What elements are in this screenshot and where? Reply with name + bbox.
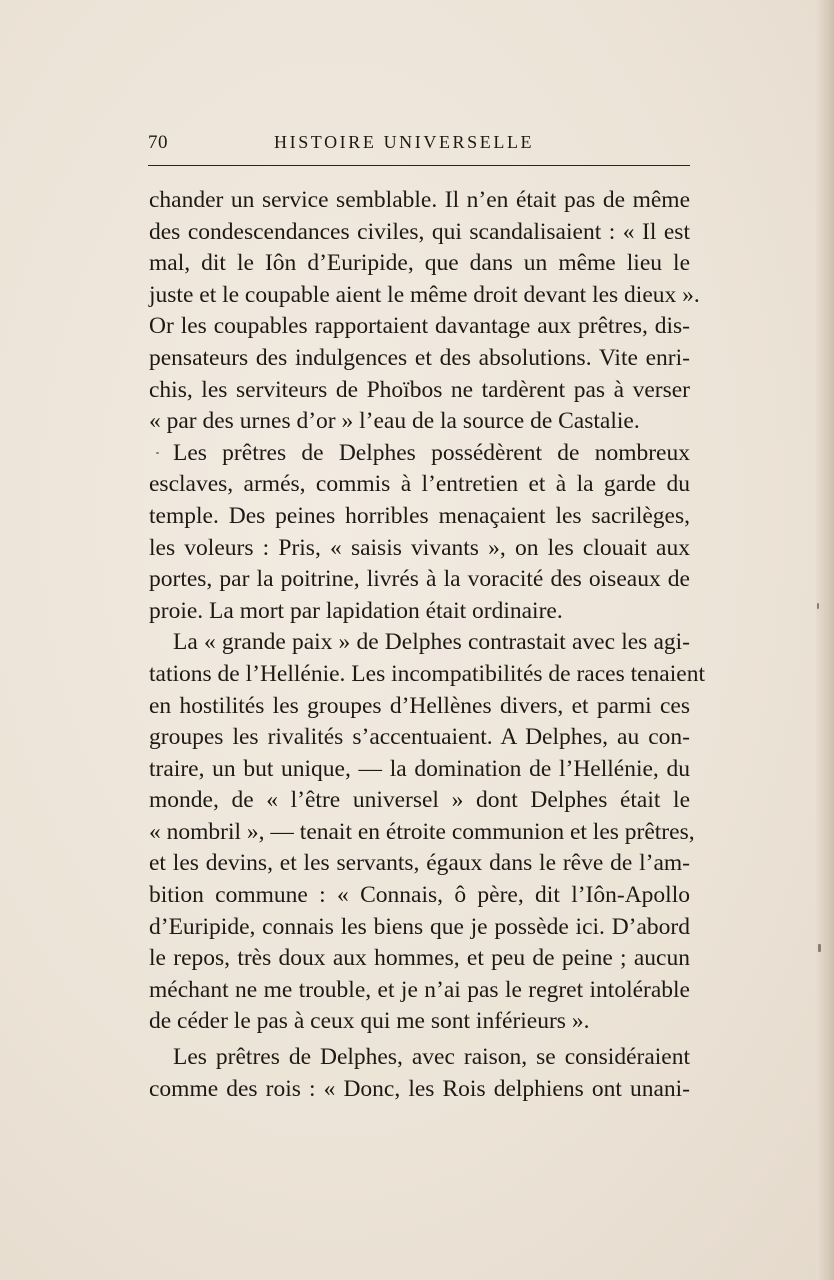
text-line: juste et le coupable aient le même droit devant les dieux ».: [149, 281, 700, 308]
text-line: mal, dit le Iôn d’Euripide, que dans un même lieu le: [149, 250, 690, 277]
running-title: HISTOIRE UNIVERSELLE: [274, 132, 535, 152]
text-line: comme des rois : « Donc, les Rois delphiens ont unani-: [149, 1075, 690, 1102]
paragraph: [149, 627, 705, 1038]
text-line: Or les coupables rapportaient davantage aux prêtres, dis-: [149, 313, 690, 340]
text-line: portes, par la poitrine, livrés à la voracité des oiseaux de: [149, 566, 690, 593]
text-line: monde, de « l’être universel » dont Delphes était le: [149, 787, 690, 814]
text-line: le repos, très doux aux hommes, et peu de peine ; aucun: [149, 945, 690, 972]
text-line: d’Euripide, connais les biens que je possède ici. D’abord: [149, 913, 690, 940]
paragraph: [149, 185, 700, 438]
text-line: tations de l’Hellénie. Les incompatibilités de races tenaient: [149, 660, 705, 687]
text-line: proie. La mort par lapidation était ordinaire.: [149, 597, 563, 624]
page-edge-shadow: [816, 0, 834, 1280]
text-line: bition commune : « Connais, ô père, dit l’Iôn-Apollo: [149, 882, 690, 909]
text-line: méchant ne me trouble, et je n’ai pas le regret intolérable: [149, 976, 690, 1003]
text-line: chis, les serviteurs de Phoïbos ne tardèrent pas à verser: [149, 376, 690, 403]
paper-speck: [818, 944, 821, 952]
paragraph: [149, 438, 690, 628]
text-line: de céder le pas à ceux qui me sont inférieurs ».: [149, 1008, 590, 1035]
text-line: pensateurs des indulgences et des absolutions. Vite enri-: [149, 344, 690, 371]
text-line: chander un service semblable. Il n’en était pas de même: [149, 187, 690, 213]
text-line: « nombril », — tenait en étroite communion et les prêtres,: [149, 818, 695, 845]
text-line: et les devins, et les servants, égaux dans le rêve de l’am-: [149, 850, 690, 877]
paper-speck: [156, 452, 159, 454]
text-line: temple. Des peines horribles menaçaient les sacrilèges,: [149, 502, 690, 529]
text-line: traire, un but unique, — la domination de l’Hellénie, du: [149, 755, 690, 782]
text-line: Les prêtres de Delphes possédèrent de nombreux: [173, 439, 690, 466]
text-line: « par des urnes d’or » l’eau de la source de Castalie.: [149, 408, 640, 435]
text-line: La « grande paix » de Delphes contrastait avec les agi-: [173, 629, 690, 656]
paper-speck: [817, 603, 819, 609]
paragraph: [149, 1042, 690, 1105]
text-line: des condescendances civiles, qui scandalisaient : « Il est: [149, 218, 690, 245]
text-line: en hostilités les groupes d’Hellènes divers, et parmi ces: [149, 692, 690, 719]
text-line: esclaves, armés, commis à l’entretien et à la garde du: [149, 471, 690, 498]
text-line: groupes les rivalités s’accentuaient. A Delphes, au con-: [149, 724, 690, 751]
body-text: [149, 185, 705, 1105]
header-rule: [148, 165, 690, 166]
text-line: les voleurs : Pris, « saisis vivants », on les clouait aux: [149, 534, 690, 561]
text-line: Les prêtres de Delphes, avec raison, se considéraient: [173, 1044, 690, 1071]
running-header: [148, 128, 690, 158]
page-number: 70: [148, 132, 168, 153]
